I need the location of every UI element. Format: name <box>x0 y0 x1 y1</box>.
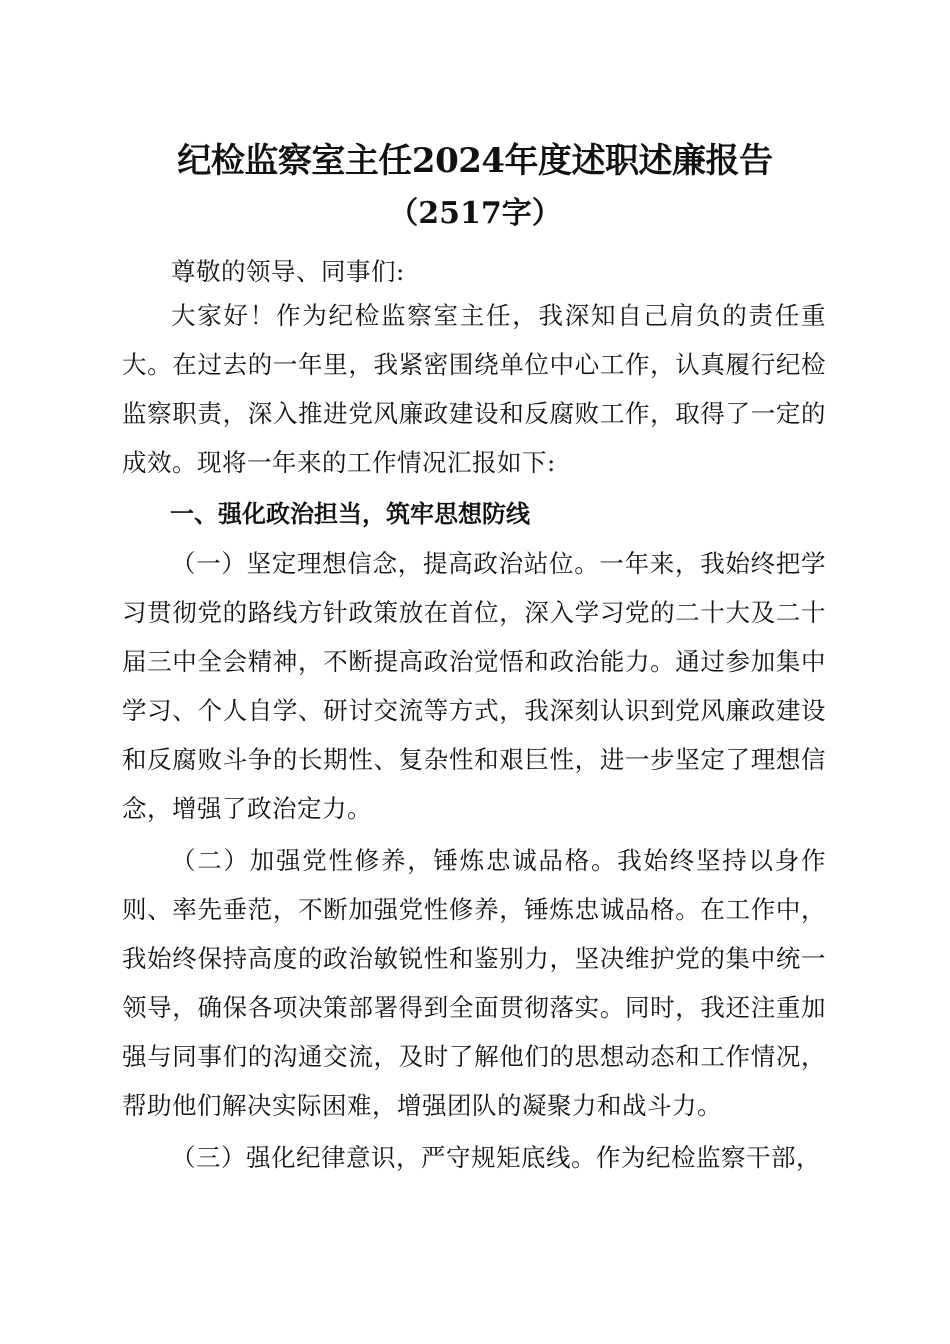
paragraph-1: （一）坚定理想信念，提高政治站位。一年来，我始终把学习贯彻党的路线方针政策放在首位，深入学习党的二十大及二十届三中全会精神，不断提高政治觉悟和政治能力。通过参加集中学习、个人自学、研讨交流等方式，我深刻认识到党风廉政建设和反腐败斗争的长期性、复杂性和艰巨性，进一步坚定了理想信念，增强了政治定力。 <box>122 549 826 823</box>
document-title: 纪检监察室主任2024年度述职述廉报告 <box>177 141 773 181</box>
salutation: 尊敬的领导、同事们: <box>171 257 405 286</box>
paragraph-3: （三）强化纪律意识，严守规矩底线。作为纪检监察干部， <box>171 1143 821 1172</box>
section-heading-1: 一、强化政治担当，筑牢思想防线 <box>170 500 530 528</box>
paragraph-2: （二）加强党性修养，锤炼忠诚品格。我始终坚持以身作则、率先垂范，不断加强党性修养，锤炼忠诚品格。在工作中，我始终保持高度的政治敏锐性和鉴别力，坚决维护党的集中统一领导，确保各项决策部署得到全面贯彻落实。同时，我还注重加强与同事们的沟通交流，及时了解他们的思想动态和工作情况，帮助他们解决实际困难，增强团队的凝聚力和战斗力。 <box>122 846 826 1120</box>
intro-paragraph: 大家好！作为纪检监察室主任，我深知自己肩负的责任重大。在过去的一年里，我紧密围绕单位中心工作，认真履行纪检监察职责，深入推进党风廉政建设和反腐败工作，取得了一定的成效。现将一年来的工作情况汇报如下: <box>122 301 826 477</box>
document-subtitle: （2517字） <box>388 196 562 231</box>
